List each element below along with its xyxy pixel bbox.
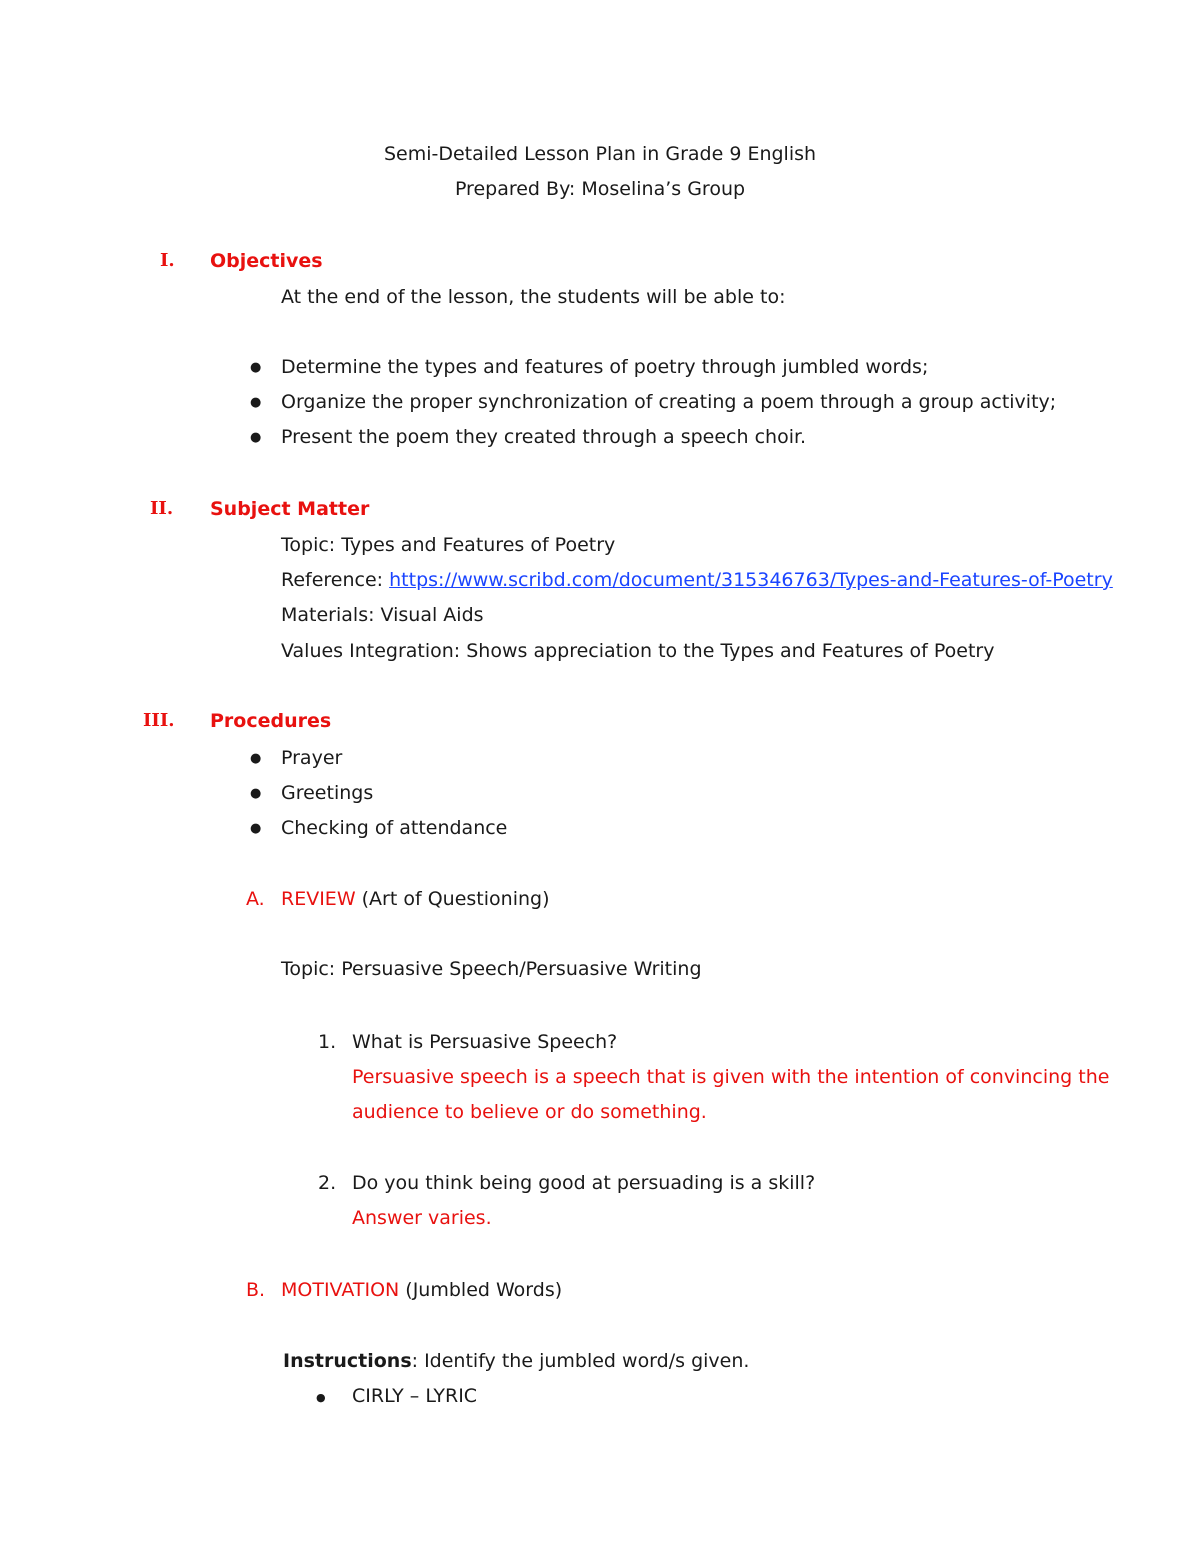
bullet-icon: ● [250,786,262,801]
section-heading-subject-matter: Subject Matter [210,498,370,520]
document-title: Semi-Detailed Lesson Plan in Grade 9 English [383,143,817,165]
procedure-item: Prayer [281,747,343,769]
prepared-by: Prepared By: Moselina’s Group [454,178,746,200]
subsection-letter-review: A. [246,888,265,910]
bullet-icon: ● [250,751,262,766]
subject-reference [281,568,1113,592]
review-answer: audience to believe or do something. [352,1101,707,1123]
instructions-label: Instructions [283,1350,412,1372]
bullet-icon: ● [250,821,262,836]
objective-item: Determine the types and features of poetry through jumbled words; [281,356,929,378]
bullet-icon: ● [316,1391,326,1404]
question-number: 2. [318,1172,337,1194]
review-detail: (Art of Questioning) [355,888,550,910]
review-answer: Answer varies. [352,1207,492,1229]
section-heading-objectives: Objectives [210,250,323,272]
bullet-icon: ● [250,430,262,445]
objectives-intro: At the end of the lesson, the students will be able to: [281,286,786,308]
subject-materials: Materials: Visual Aids [281,604,484,626]
review-question: What is Persuasive Speech? [352,1031,618,1053]
reference-link[interactable]: https://www.scribd.com/document/315346763/Types-and-Features-of-Poetry [389,569,1113,591]
objective-item: Present the poem they created through a speech choir. [281,426,807,448]
section-numeral-objectives: I. [160,250,175,271]
motivation-instructions [283,1349,749,1373]
review-question: Do you think being good at persuading is a skill? [352,1172,816,1194]
section-heading-procedures: Procedures [210,710,332,732]
section-numeral-subject-matter: II. [150,498,174,519]
bullet-icon: ● [250,360,262,375]
question-number: 1. [318,1031,337,1053]
instructions-text: : Identify the jumbled word/s given. [411,1350,750,1372]
review-topic: Topic: Persuasive Speech/Persuasive Writing [281,958,702,980]
subject-topic: Topic: Types and Features of Poetry [281,534,616,556]
bullet-icon: ● [250,395,262,410]
jumbled-word-item: CIRLY – LYRIC [352,1385,478,1407]
motivation-detail: (Jumbled Words) [399,1279,563,1301]
review-label: REVIEW [281,888,356,910]
subsection-heading-motivation [281,1278,562,1302]
motivation-label: MOTIVATION [281,1279,400,1301]
procedure-item: Greetings [281,782,374,804]
procedure-item: Checking of attendance [281,817,508,839]
review-answer: Persuasive speech is a speech that is given with the intention of convincing the [352,1066,1110,1088]
subsection-heading-review [281,887,550,911]
subject-values: Values Integration: Shows appreciation to the Types and Features of Poetry [281,640,995,662]
subsection-letter-motivation: B. [246,1279,266,1301]
reference-label: Reference: [281,569,390,591]
section-numeral-procedures: III. [143,710,175,731]
objective-item: Organize the proper synchronization of creating a poem through a group activity; [281,391,1057,413]
